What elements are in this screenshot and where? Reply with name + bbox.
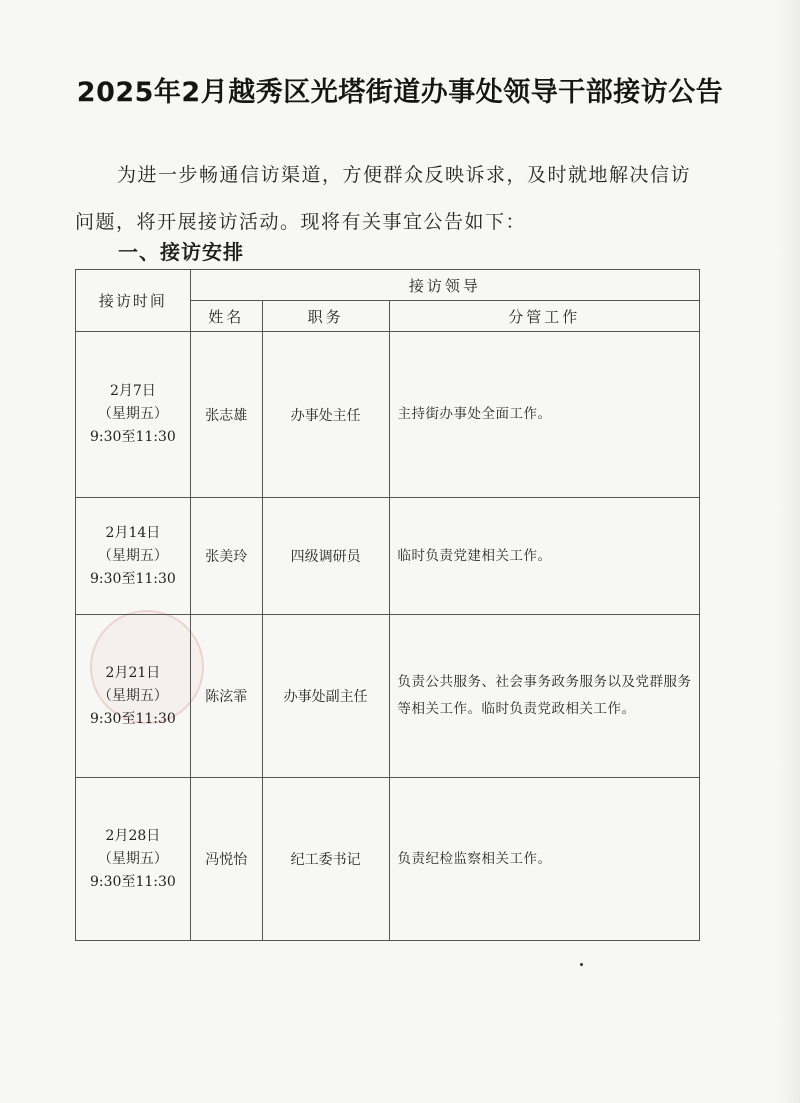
cell-position: 办事处副主任 bbox=[262, 615, 389, 778]
cell-position: 纪工委书记 bbox=[262, 778, 389, 941]
table-header-row bbox=[76, 270, 700, 301]
cell-weekday: （星期五） bbox=[97, 406, 168, 422]
reception-schedule-table bbox=[75, 269, 700, 941]
cell-weekday: （星期五） bbox=[97, 687, 168, 704]
header-time: 接访时间 bbox=[76, 270, 191, 332]
cell-weekday: （星期五） bbox=[97, 547, 168, 564]
cell-hours: 9:30至11:30 bbox=[90, 873, 176, 890]
table-row bbox=[76, 498, 700, 615]
cell-name: 陈泫霏 bbox=[190, 615, 262, 778]
header-name: 姓名 bbox=[190, 301, 262, 332]
page-edge-shadow bbox=[778, 0, 800, 1103]
document-title: 2025年2月越秀区光塔街道办事处领导干部接访公告 bbox=[76, 77, 724, 108]
cell-date: 2月21日 bbox=[105, 664, 161, 681]
cell-hours: 9:30至11:30 bbox=[90, 710, 176, 727]
header-leader: 接访领导 bbox=[190, 270, 699, 301]
header-duties: 分管工作 bbox=[389, 301, 699, 332]
cell-name: 张美玲 bbox=[190, 498, 262, 615]
cell-position: 四级调研员 bbox=[262, 498, 389, 615]
cell-date: 2月28日 bbox=[105, 827, 161, 844]
cell-time bbox=[76, 498, 191, 615]
section-heading: 一、接访安排 bbox=[118, 240, 244, 264]
cell-duties: 负责公共服务、社会事务政务服务以及党群服务等相关工作。临时负责党政相关工作。 bbox=[389, 615, 699, 778]
cell-duties: 主持街办事处全面工作。 bbox=[389, 332, 699, 498]
cell-time bbox=[76, 332, 191, 498]
cell-name: 张志雄 bbox=[190, 332, 262, 498]
cell-duties: 临时负责党建相关工作。 bbox=[389, 498, 699, 615]
cell-duties: 负责纪检监察相关工作。 bbox=[389, 778, 699, 941]
header-position: 职务 bbox=[262, 301, 389, 332]
table-row bbox=[76, 615, 700, 778]
cell-hours: 9:30至11:30 bbox=[90, 429, 176, 445]
cell-date: 2月7日 bbox=[110, 383, 156, 399]
cell-time bbox=[76, 615, 191, 778]
cell-name: 冯悦怡 bbox=[190, 778, 262, 941]
cell-position: 办事处主任 bbox=[262, 332, 389, 498]
cell-hours: 9:30至11:30 bbox=[90, 570, 176, 587]
table-row bbox=[76, 332, 700, 498]
cell-time bbox=[76, 778, 191, 941]
cell-date: 2月14日 bbox=[105, 524, 161, 541]
intro-paragraph: 为进一步畅通信访渠道，方便群众反映诉求，及时就地解决信访问题，将开展接访活动。现将有关事宜公告如下： bbox=[75, 164, 692, 233]
table-row bbox=[76, 778, 700, 941]
scan-speck bbox=[580, 963, 583, 966]
cell-weekday: （星期五） bbox=[97, 850, 168, 867]
